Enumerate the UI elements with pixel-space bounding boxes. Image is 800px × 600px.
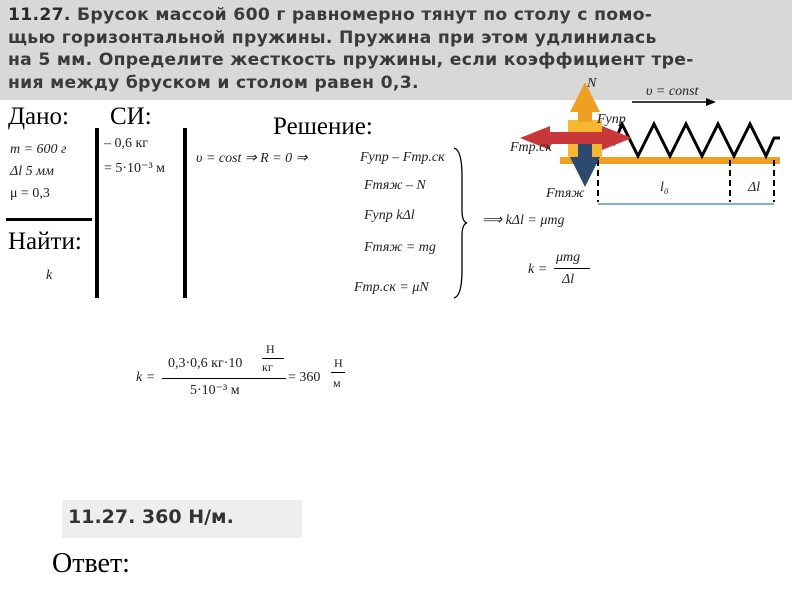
calc-lhs: k = bbox=[136, 370, 156, 385]
label-F-upr: Fупр bbox=[597, 112, 626, 127]
calc-num-unit-bar bbox=[262, 358, 284, 359]
k-fraction-bar bbox=[554, 268, 590, 269]
solution-eq-3: Fупр kΔl bbox=[364, 208, 415, 223]
solution-result: ⟹ kΔl = μmg bbox=[482, 213, 565, 228]
k-numerator: μmg bbox=[556, 250, 581, 265]
label-F-tr: Fтр.ск bbox=[510, 140, 552, 155]
solution-eq-5: Fтр.ск = μN bbox=[354, 280, 429, 295]
calc-numerator: 0,3·0,6 кг·10 bbox=[168, 356, 243, 371]
calc-res-unit-top: Н bbox=[334, 356, 343, 370]
calc-num-unit-bot: кг bbox=[262, 360, 273, 374]
calc-num-unit-top: Н bbox=[266, 342, 275, 356]
label-F-tyazh: Fтяж bbox=[546, 186, 585, 201]
system-brace-icon bbox=[452, 146, 468, 300]
si-line-1: – 0,6 кг bbox=[104, 136, 149, 151]
given-line-1: m = 600 г bbox=[10, 142, 67, 157]
label-v-const: υ = const bbox=[646, 84, 699, 99]
solution-condition: υ = cost ⇒ R = 0 ⇒ bbox=[196, 151, 308, 166]
answer-label: Ответ: bbox=[52, 548, 130, 579]
calc-res-unit-bot: м bbox=[333, 376, 341, 390]
solution-eq-2: Fтяж – N bbox=[364, 178, 426, 193]
given-line-2: Δl 5 мм bbox=[10, 164, 54, 179]
si-header: СИ: bbox=[110, 103, 152, 130]
calc-result: = 360 bbox=[288, 370, 321, 385]
k-denominator: Δl bbox=[562, 272, 575, 287]
label-N: N bbox=[587, 76, 597, 91]
solution-eq-1: Fупр – Fтр.ск bbox=[360, 150, 445, 165]
label-l0: l₀ bbox=[660, 180, 669, 195]
find-value: k bbox=[46, 268, 53, 283]
problem-number: 11.27. bbox=[8, 5, 71, 25]
si-solution-divider bbox=[183, 128, 187, 298]
given-divider bbox=[6, 218, 92, 221]
problem-line-3: на 5 мм. Определите жесткость пружины, если коэффициент тре- bbox=[8, 50, 694, 70]
solution-header: Решение: bbox=[273, 113, 373, 140]
find-header: Найти: bbox=[8, 228, 82, 255]
answer-text: 11.27. 360 Н/м. bbox=[68, 506, 234, 528]
problem-line-1: Брусок массой 600 г равномерно тянут по столу с помо- bbox=[77, 5, 653, 25]
si-line-2: = 5·10⁻³ м bbox=[104, 161, 166, 176]
spring bbox=[602, 124, 780, 156]
given-header: Дано: bbox=[8, 103, 69, 130]
label-dl: Δl bbox=[748, 180, 761, 195]
given-line-3: μ = 0,3 bbox=[10, 186, 50, 201]
velocity-arrowhead bbox=[706, 98, 716, 106]
problem-line-4: ния между бруском и столом равен 0,3. bbox=[8, 72, 419, 93]
solution-eq-4: Fтяж = mg bbox=[364, 240, 436, 255]
k-lhs: k = bbox=[528, 262, 548, 277]
calc-res-unit-bar bbox=[331, 372, 345, 373]
problem-line-2: щью горизонтальной пружины. Пружина при этом удлинилась bbox=[8, 27, 657, 48]
given-si-divider bbox=[95, 128, 99, 298]
calc-denominator: 5·10⁻³ м bbox=[190, 383, 240, 398]
calc-fraction-bar bbox=[162, 378, 286, 379]
